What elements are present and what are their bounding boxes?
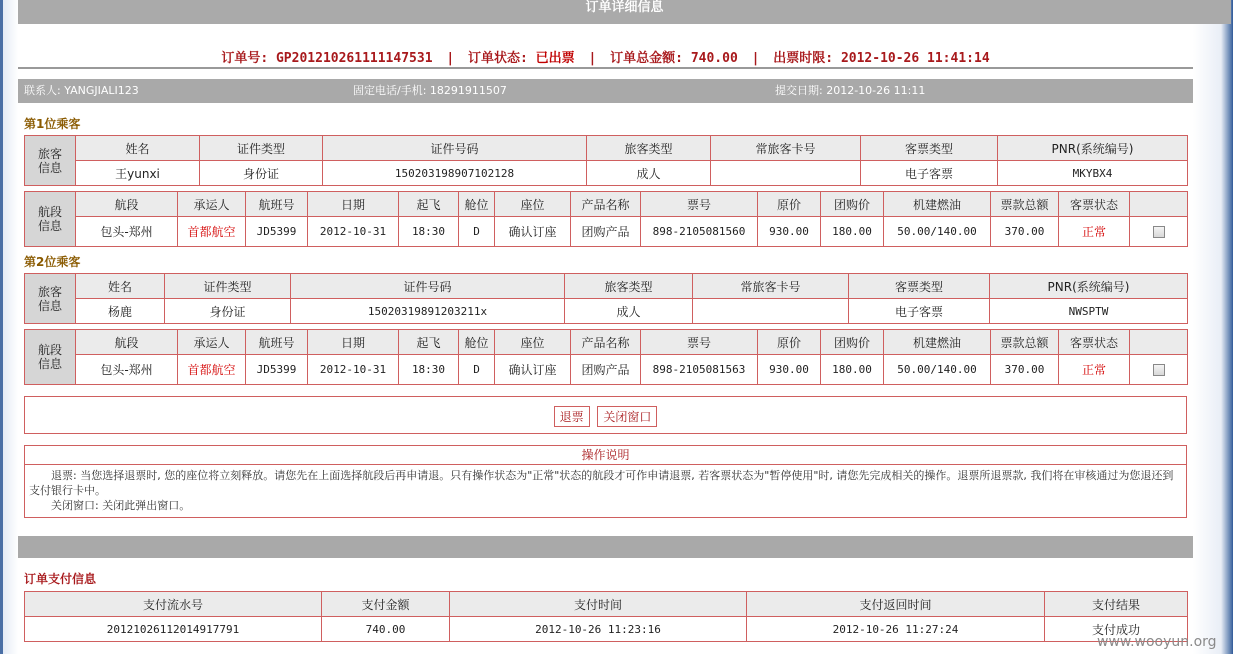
passenger-ticket-type: 电子客票 — [849, 299, 990, 324]
order-no: GP201210261111147531 — [275, 51, 433, 66]
segment-product: 团购产品 — [571, 217, 641, 247]
seg-header-total: 票款总额 — [991, 330, 1059, 355]
passenger-info-label — [25, 136, 76, 186]
passenger-id-number: 15020319891203211x — [291, 299, 565, 324]
segment-date: 2012-10-31 — [308, 355, 399, 385]
seg-header-price: 原价 — [758, 330, 821, 355]
segment-select-checkbox[interactable] — [1153, 226, 1165, 238]
passenger-ff-card — [711, 161, 861, 186]
segment-total: 370.00 — [991, 355, 1059, 385]
seg-header-ticket-no: 票号 — [641, 192, 758, 217]
action-button-box — [24, 396, 1187, 434]
seg-header-product: 产品名称 — [571, 330, 641, 355]
window-left-border — [0, 0, 3, 654]
ticket-deadline: 2012-10-26 11:41:14 — [840, 51, 990, 66]
passenger-type: 成人 — [565, 299, 693, 324]
seg-header-tax: 机建燃油 — [884, 192, 991, 217]
segment-price: 930.00 — [758, 217, 821, 247]
pay-time: 2012-10-26 11:23:16 — [450, 617, 747, 642]
segment-seat: 确认订座 — [495, 217, 571, 247]
segment-flight-no: JD5399 — [246, 355, 308, 385]
pay-header-result: 支付结果 — [1045, 592, 1188, 617]
segment-info-label — [25, 192, 76, 247]
order-total-label: 订单总金额: — [610, 51, 683, 66]
order-no-label: 订单号: — [221, 51, 269, 66]
contact-bar — [18, 79, 1193, 103]
seg-header-date: 日期 — [308, 330, 399, 355]
seg-header-carrier: 承运人 — [178, 330, 246, 355]
pay-result: 支付成功 — [1045, 617, 1188, 642]
col-ff-card-header: 常旅客卡号 — [711, 136, 861, 161]
col-passenger-type-header: 旅客类型 — [565, 274, 693, 299]
refund-instruction: 退票: 当您选择退票时, 您的座位将立刻释放。请您先在上面选择航段后再申请退。只有操作状态为"正常"状态的航段才可作申请退票, 若客票状态为"暂停使用"时, 请您先完成相关的操作。退票所退票款, 我们将在审核通过为您退还到支付银行卡中。 — [29, 469, 1174, 497]
passenger-id-type: 身份证 — [165, 299, 291, 324]
segment-ticket-status: 正常 — [1059, 355, 1130, 385]
seg-header-route: 航段 — [76, 330, 178, 355]
col-id-number-header: 证件号码 — [291, 274, 565, 299]
seg-header-cabin: 舱位 — [459, 192, 495, 217]
segment-route: 包头-郑州 — [76, 217, 178, 247]
segment-select-cell — [1130, 217, 1188, 247]
segment-total: 370.00 — [991, 217, 1059, 247]
pay-header-serial: 支付流水号 — [25, 592, 322, 617]
pay-serial: 20121026112014917791 — [25, 617, 322, 642]
seg-header-carrier: 承运人 — [178, 192, 246, 217]
segment-product: 团购产品 — [571, 355, 641, 385]
segment-info-table — [24, 191, 1188, 247]
segment-flight-no: JD5399 — [246, 217, 308, 247]
instructions-body — [25, 465, 1186, 513]
col-passenger-type-header: 旅客类型 — [587, 136, 711, 161]
seg-header-product: 产品名称 — [571, 192, 641, 217]
segment-info-table — [24, 329, 1188, 385]
segment-route: 包头-郑州 — [76, 355, 178, 385]
passenger-type: 成人 — [587, 161, 711, 186]
payment-info-title: 订单支付信息 — [24, 572, 97, 586]
passenger-id-number: 150203198907102128 — [323, 161, 587, 186]
segment-ticket-no: 898-2105081563 — [641, 355, 758, 385]
seg-header-ticket-no: 票号 — [641, 330, 758, 355]
section-divider-bar — [18, 536, 1193, 558]
order-summary-line: 订单号: GP201210261111147531 | 订单状态: 已出票 | 订单总金额: 740.00 | 出票时限: 2012-10-26 11:41:14 — [221, 51, 990, 66]
close-window-button[interactable]: 关闭窗口 — [597, 406, 657, 427]
col-pnr-header: PNR(系统编号) — [998, 136, 1188, 161]
segment-depart-time: 18:30 — [399, 217, 459, 247]
seg-header-price: 原价 — [758, 192, 821, 217]
segment-info-label-text: 航段 信息 — [37, 343, 62, 371]
segment-group-price: 180.00 — [821, 355, 884, 385]
segment-date: 2012-10-31 — [308, 217, 399, 247]
seg-header-select — [1130, 330, 1188, 355]
segment-tax: 50.00/140.00 — [884, 355, 991, 385]
passenger-pnr: NWSPTW — [990, 299, 1188, 324]
passenger-info-label — [25, 274, 76, 324]
col-id-type-header: 证件类型 — [200, 136, 323, 161]
col-ticket-type-header: 客票类型 — [861, 136, 998, 161]
passenger-ticket-type: 电子客票 — [861, 161, 998, 186]
seg-header-depart: 起飞 — [399, 330, 459, 355]
seg-header-flight: 航班号 — [246, 192, 308, 217]
segment-select-checkbox[interactable] — [1153, 364, 1165, 376]
segment-ticket-no: 898-2105081560 — [641, 217, 758, 247]
passenger-id-type: 身份证 — [200, 161, 323, 186]
segment-info-label — [25, 330, 76, 385]
page-right-edge — [1193, 0, 1233, 654]
segment-ticket-status: 正常 — [1059, 217, 1130, 247]
watermark: www.wooyun.org — [1097, 634, 1217, 650]
segment-group-price: 180.00 — [821, 217, 884, 247]
col-id-number-header: 证件号码 — [323, 136, 587, 161]
pay-header-return-time: 支付返回时间 — [747, 592, 1045, 617]
submit-date: 提交日期: 2012-10-26 11:11 — [775, 84, 926, 97]
seg-header-seat: 座位 — [495, 192, 571, 217]
refund-button[interactable]: 退票 — [554, 406, 590, 427]
seg-header-tax: 机建燃油 — [884, 330, 991, 355]
segment-carrier: 首都航空 — [178, 217, 246, 247]
seg-header-date: 日期 — [308, 192, 399, 217]
close-instruction: 关闭窗口: 关闭此弹出窗口。 — [51, 499, 191, 512]
passenger-ff-card — [693, 299, 849, 324]
passenger-info-table — [24, 273, 1188, 324]
seg-header-seat: 座位 — [495, 330, 571, 355]
order-total: 740.00 — [690, 51, 738, 66]
passenger-info-label-text: 旅客 信息 — [37, 284, 62, 313]
segment-seat: 确认订座 — [495, 355, 571, 385]
segment-cabin: D — [459, 355, 495, 385]
passenger-name: 王yunxi — [76, 161, 200, 186]
seg-header-depart: 起飞 — [399, 192, 459, 217]
segment-select-cell — [1130, 355, 1188, 385]
passenger-name: 杨鹿 — [76, 299, 165, 324]
seg-header-cabin: 舱位 — [459, 330, 495, 355]
passenger-info-label-text: 旅客 信息 — [37, 146, 62, 175]
pay-header-amount: 支付金额 — [322, 592, 450, 617]
seg-header-ticket-status: 客票状态 — [1059, 330, 1130, 355]
payment-table — [24, 591, 1188, 642]
order-status: 已出票 — [535, 51, 575, 66]
segment-info-label-text: 航段 信息 — [37, 205, 62, 233]
ticket-deadline-label: 出票时限: — [773, 51, 834, 66]
col-name-header: 姓名 — [76, 136, 200, 161]
pay-amount: 740.00 — [322, 617, 450, 642]
seg-header-group-price: 团购价 — [821, 192, 884, 217]
seg-header-total: 票款总额 — [991, 192, 1059, 217]
segment-price: 930.00 — [758, 355, 821, 385]
passenger-heading: 第2位乘客 — [24, 255, 81, 269]
passenger-info-table — [24, 135, 1188, 186]
segment-tax: 50.00/140.00 — [884, 217, 991, 247]
seg-header-group-price: 团购价 — [821, 330, 884, 355]
col-ff-card-header: 常旅客卡号 — [693, 274, 849, 299]
instructions-box — [24, 445, 1187, 518]
contact-phone: 固定电话/手机: 18291911507 — [353, 84, 507, 97]
segment-carrier: 首都航空 — [178, 355, 246, 385]
segment-depart-time: 18:30 — [399, 355, 459, 385]
order-status-label: 订单状态: — [468, 51, 528, 66]
seg-header-route: 航段 — [76, 192, 178, 217]
seg-header-flight: 航班号 — [246, 330, 308, 355]
page-title: 订单详细信息 — [18, 0, 1231, 24]
col-ticket-type-header: 客票类型 — [849, 274, 990, 299]
divider — [18, 67, 1193, 69]
passenger-pnr: MKYBX4 — [998, 161, 1188, 186]
pay-return-time: 2012-10-26 11:27:24 — [747, 617, 1045, 642]
col-id-type-header: 证件类型 — [165, 274, 291, 299]
seg-header-select — [1130, 192, 1188, 217]
contact-person: 联系人: YANGJIALI123 — [24, 84, 139, 97]
instructions-title: 操作说明 — [25, 446, 1186, 465]
pay-header-time: 支付时间 — [450, 592, 747, 617]
col-name-header: 姓名 — [76, 274, 165, 299]
passenger-heading: 第1位乘客 — [24, 117, 81, 131]
seg-header-ticket-status: 客票状态 — [1059, 192, 1130, 217]
segment-cabin: D — [459, 217, 495, 247]
col-pnr-header: PNR(系统编号) — [990, 274, 1188, 299]
